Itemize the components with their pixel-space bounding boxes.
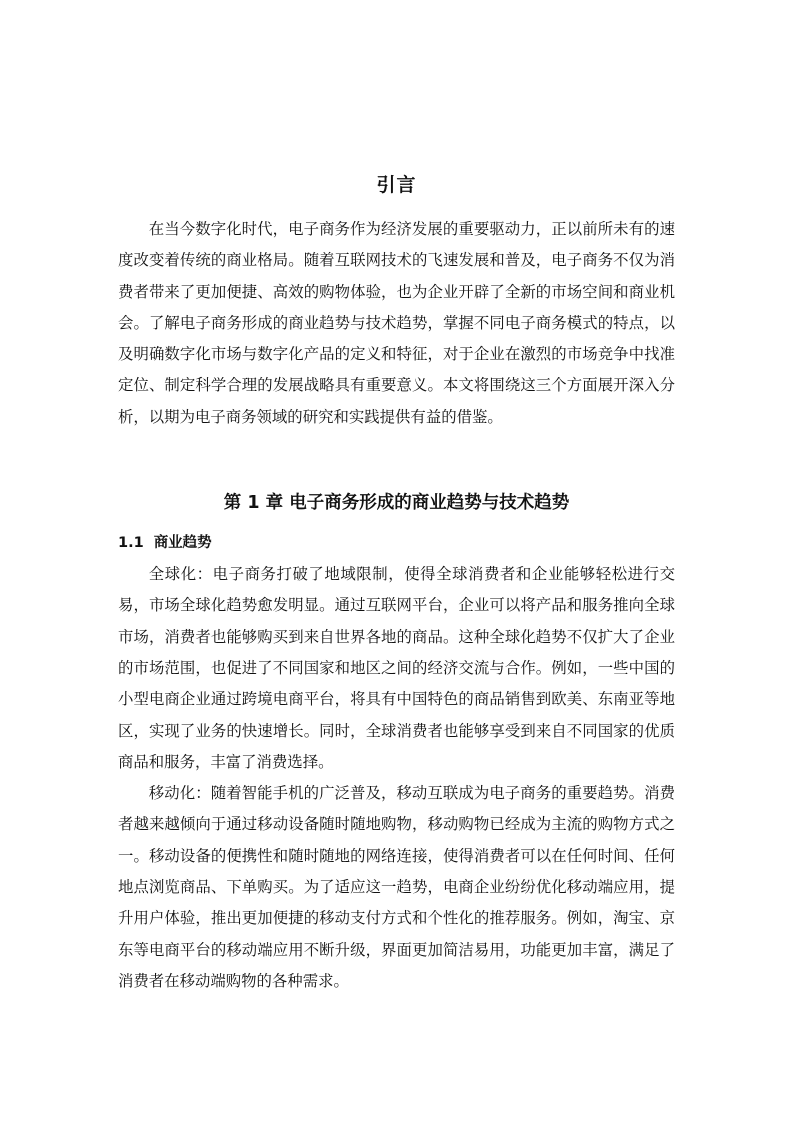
mobility-paragraph: 移动化：随着智能手机的广泛普及，移动互联成为电子商务的重要趋势。消费者越来越倾向于通过移动设备随时随地购物，移动购物已经成为主流的购物方式之一。移动设备的便携性和随时随地的网络连接，使得消费者可以在任何时间、任何地点浏览商品、下单购买。为了适应这一趋势，电商企业纷纷优化移动端应用，提升用户体验，推出更加便捷的移动支付方式和个性化的推荐服务。例如，淘宝、京东等电商平台的移动端应用不断升级，界面更加简洁易用，功能更加丰富，满足了消费者在移动端购物的各种需求。: [118, 784, 675, 990]
chapter-title: 第 1 章 电子商务形成的商业趋势与技术趋势: [223, 493, 570, 514]
section-title: 商业趋势: [153, 535, 212, 552]
page-content: [118, 170, 675, 997]
globalization-paragraph: 全球化：电子商务打破了地域限制，使得全球消费者和企业能够轻松进行交易，市场全球化趋势愈发明显。通过互联网平台，企业可以将产品和服务推向全球市场，消费者也能够购买到来自世界各地的商品。这种全球化趋势不仅扩大了企业的市场范围，也促进了不同国家和地区之间的经济交流与合作。例如，一些中国的小型电商企业通过跨境电商平台，将具有中国特色的商品销售到欧美、东南亚等地区，实现了业务的快速增长。同时，全球消费者也能够享受到来自不同国家的优质商品和服务，丰富了消费选择。: [118, 565, 675, 771]
intro-paragraph: 在当今数字化时代，电子商务作为经济发展的重要驱动力，正以前所未有的速度改变着传统的商业格局。随着互联网技术的飞速发展和普及，电子商务不仅为消费者带来了更加便捷、高效的购物体验，也为企业开辟了全新的市场空间和商业机会。了解电子商务形成的商业趋势与技术趋势，掌握不同电子商务模式的特点，以及明确数字化市场与数字化产品的定义和特征，对于企业在激烈的市场竞争中找准定位、制定科学合理的发展战略具有重要意义。本文将围绕这三个方面展开深入分析，以期为电子商务领域的研究和实践提供有益的借鉴。: [118, 220, 675, 426]
section-heading: [118, 531, 675, 555]
section-number: 1.1: [118, 535, 144, 552]
intro-title: 引言: [376, 174, 417, 196]
